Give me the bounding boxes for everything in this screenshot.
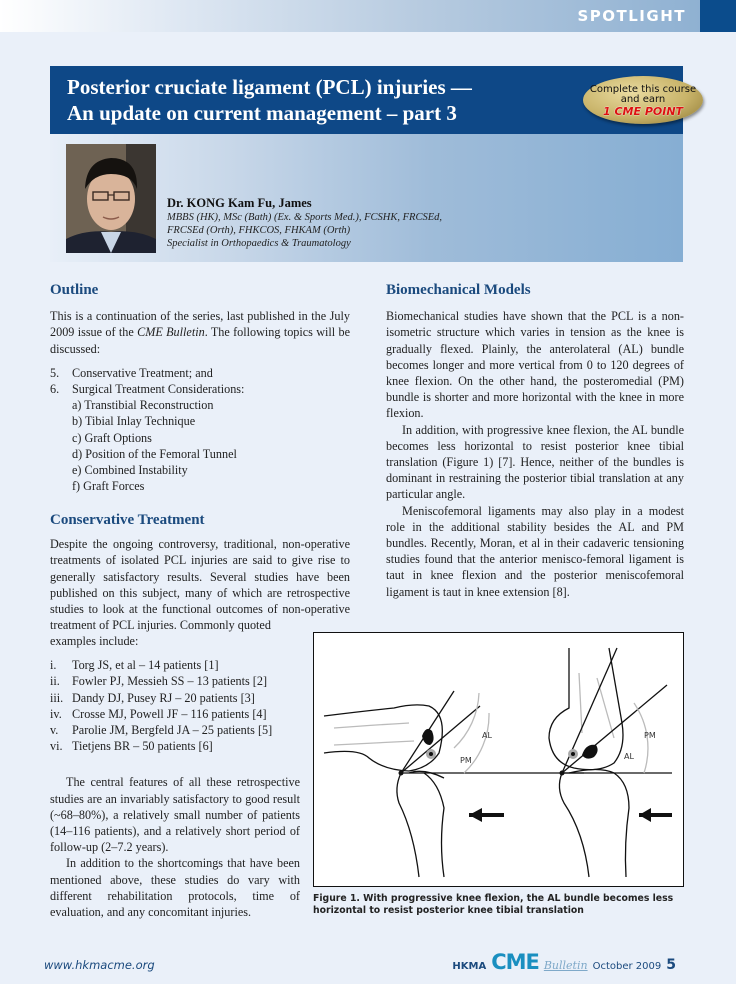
article-title-band bbox=[50, 66, 697, 134]
study-text: Dandy DJ, Pusey RJ – 20 patients [3] bbox=[72, 690, 255, 705]
topic-label: Conservative Treatment; and bbox=[72, 365, 213, 380]
author-credentials-2: FRCSEd (Orth), FHKCOS, FHKAM (Orth) bbox=[167, 225, 351, 236]
badge-line-3: 1 CME POINT bbox=[602, 105, 684, 118]
subtopic-item: f) Graft Forces bbox=[72, 479, 145, 494]
arrow-left-icon bbox=[469, 808, 504, 822]
study-item bbox=[50, 690, 300, 706]
subtopic-item: d) Position of the Femoral Tunnel bbox=[72, 446, 237, 461]
badge-line-2: and earn bbox=[620, 94, 666, 105]
study-text: Crosse MJ, Powell JF – 116 patients [4] bbox=[72, 706, 267, 721]
intro-text: This is a continuation of the series, last published in the July 2009 issue of the bbox=[50, 309, 350, 340]
section-header-bar bbox=[0, 0, 700, 32]
topic-number: 6. bbox=[50, 382, 60, 397]
label-pm-right: PM bbox=[644, 731, 656, 740]
topics-list bbox=[50, 365, 350, 397]
right-knee-flexed bbox=[549, 648, 672, 877]
footer-bulletin-logo: Bulletin bbox=[543, 959, 588, 972]
figure-1 bbox=[313, 632, 684, 887]
title-line-2: An update on current management – part 3 bbox=[67, 101, 457, 125]
pm-bundle-center-right bbox=[571, 752, 575, 756]
topic-number: 5. bbox=[50, 365, 60, 380]
conservative-heading: Conservative Treatment bbox=[50, 512, 205, 528]
author-name: Dr. KONG Kam Fu, James bbox=[167, 196, 312, 210]
study-number: iv. bbox=[50, 706, 62, 721]
arrow-right-icon bbox=[639, 808, 672, 822]
topic-item bbox=[50, 381, 350, 397]
author-photo bbox=[66, 144, 156, 253]
footer-cme-logo: CME bbox=[491, 950, 539, 974]
study-item bbox=[50, 673, 300, 689]
label-al-right: AL bbox=[624, 752, 634, 761]
pivot-point-right bbox=[560, 771, 565, 776]
pivot-point-left bbox=[399, 771, 404, 776]
intro-text-end: . The following topics will be discussed: bbox=[50, 325, 351, 356]
author-info bbox=[167, 196, 442, 250]
biomech-heading: Biomechanical Models bbox=[386, 282, 531, 298]
conservative-para-1: Despite the ongoing controversy, traditional, non-operative treatments of isolated PCL injuries are said to give rise to generally satisfactory results. Several studies have been published on this subject, many of which are retrospective studies to look at the functional outcomes of non-operative treatment of PCL injuries. Commonly quoted bbox=[50, 537, 350, 633]
conservative-para-2: The central features of all these retrospective studies are an invariably satisfactory to good result (~68–80%), a relatively small number of patients (14–116 patients), and a relatively short period of follow-up (2–7.2 years). bbox=[50, 775, 300, 855]
author-portrait-icon bbox=[66, 144, 156, 253]
knee-diagram bbox=[314, 633, 682, 885]
badge-line-1: Complete this course bbox=[589, 84, 697, 95]
title-line-1: Posterior cruciate ligament (PCL) injuries — bbox=[67, 75, 472, 99]
subtopic-item: c) Graft Options bbox=[72, 430, 152, 445]
author-band bbox=[50, 134, 683, 262]
intro-publication: CME Bulletin bbox=[137, 325, 205, 340]
studies-list bbox=[50, 657, 300, 754]
study-text: Parolie JM, Bergfeld JA – 25 patients [5] bbox=[72, 723, 273, 738]
header-accent-block bbox=[700, 0, 736, 32]
study-number: iii. bbox=[50, 690, 64, 705]
author-credentials-1: MBBS (HK), MSc (Bath) (Ex. & Sports Med.), FCSHK, FRCSEd, bbox=[167, 212, 442, 223]
left-knee-extended bbox=[324, 691, 584, 877]
subtopics-list bbox=[50, 397, 350, 494]
footer-masthead bbox=[452, 950, 676, 974]
study-text: Tietjens BR – 50 patients [6] bbox=[72, 739, 213, 754]
label-al-left: AL bbox=[482, 731, 492, 740]
subtopic-item: a) Transtibial Reconstruction bbox=[72, 398, 214, 413]
al-bundle-marker-right bbox=[582, 745, 598, 759]
study-text: Torg JS, et al – 14 patients [1] bbox=[72, 658, 219, 673]
section-label: SPOTLIGHT bbox=[577, 7, 686, 25]
study-number: vi. bbox=[50, 739, 63, 754]
author-specialty: Specialist in Orthopaedics & Traumatology bbox=[167, 238, 351, 249]
footer-date: October 2009 bbox=[592, 961, 662, 972]
outline-section bbox=[50, 282, 350, 494]
outline-heading: Outline bbox=[50, 282, 99, 298]
study-item bbox=[50, 738, 300, 754]
study-item bbox=[50, 657, 300, 673]
topic-label: Surgical Treatment Considerations: bbox=[72, 382, 245, 397]
footer-hkma: HKMA bbox=[452, 961, 487, 972]
study-number: i. bbox=[50, 658, 57, 673]
conservative-para-1-end: examples include: bbox=[50, 634, 139, 648]
pm-bundle-center-left bbox=[429, 752, 433, 756]
label-pm-left: PM bbox=[460, 756, 472, 765]
cme-point-badge[interactable] bbox=[583, 76, 703, 124]
al-bundle-marker-left bbox=[422, 729, 434, 745]
biomech-section bbox=[386, 282, 684, 600]
topic-item bbox=[50, 365, 350, 381]
page-number: 5 bbox=[666, 957, 676, 973]
biomech-para-2: In addition, with progressive knee flexion, the AL bundle becomes less horizontal to resist posterior knee tibial translation (Figure 1) [7]. Hence, neither of the bundles is dominant in restraining the posterior tibial translation at any particular angle. bbox=[386, 422, 684, 502]
conservative-refs-block bbox=[50, 633, 300, 920]
study-number: v. bbox=[50, 723, 59, 738]
biomech-para-3: Meniscofemoral ligaments may also play in a modest role in the additional stability besides the AL and PM bundles. Recently, Moran, et al in their cadaveric tensioning studies found that the anterior menisco-femoral ligament is taut in knee flexion and the posterior meniscofemoral ligament is taut in knee extension [8]. bbox=[386, 503, 684, 599]
figure-caption: Figure 1. With progressive knee flexion, the AL bundle becomes less horizontal to resist posterior knee tibial translation bbox=[313, 893, 674, 916]
subtopic-item: e) Combined Instability bbox=[72, 463, 188, 478]
conservative-section bbox=[50, 512, 350, 633]
subtopic-item: b) Tibial Inlay Technique bbox=[72, 414, 196, 429]
conservative-para-3: In addition to the shortcomings that have been mentioned above, these studies do vary with different rehabilitation protocols, time of evaluation, and any concomitant injuries. bbox=[50, 856, 300, 920]
study-text: Fowler PJ, Messieh SS – 13 patients [2] bbox=[72, 674, 267, 689]
study-item bbox=[50, 722, 300, 738]
biomech-para-1: Biomechanical studies have shown that the PCL is a non-isometric structure which varies in tension as the knee is gradually flexed. Plainly, the anterolateral (AL) bundle becomes longer and more vertical from 0 to 120 degrees of knee flexion. On the other hand, the posteromedial (PM) bundle is shorter and more horizontal with the knee in more flexion. bbox=[386, 309, 684, 421]
article-title bbox=[67, 74, 472, 126]
study-number: ii. bbox=[50, 674, 60, 689]
outline-intro bbox=[50, 308, 350, 357]
footer-url-link[interactable]: www.hkmacme.org bbox=[44, 958, 155, 972]
study-item bbox=[50, 706, 300, 722]
